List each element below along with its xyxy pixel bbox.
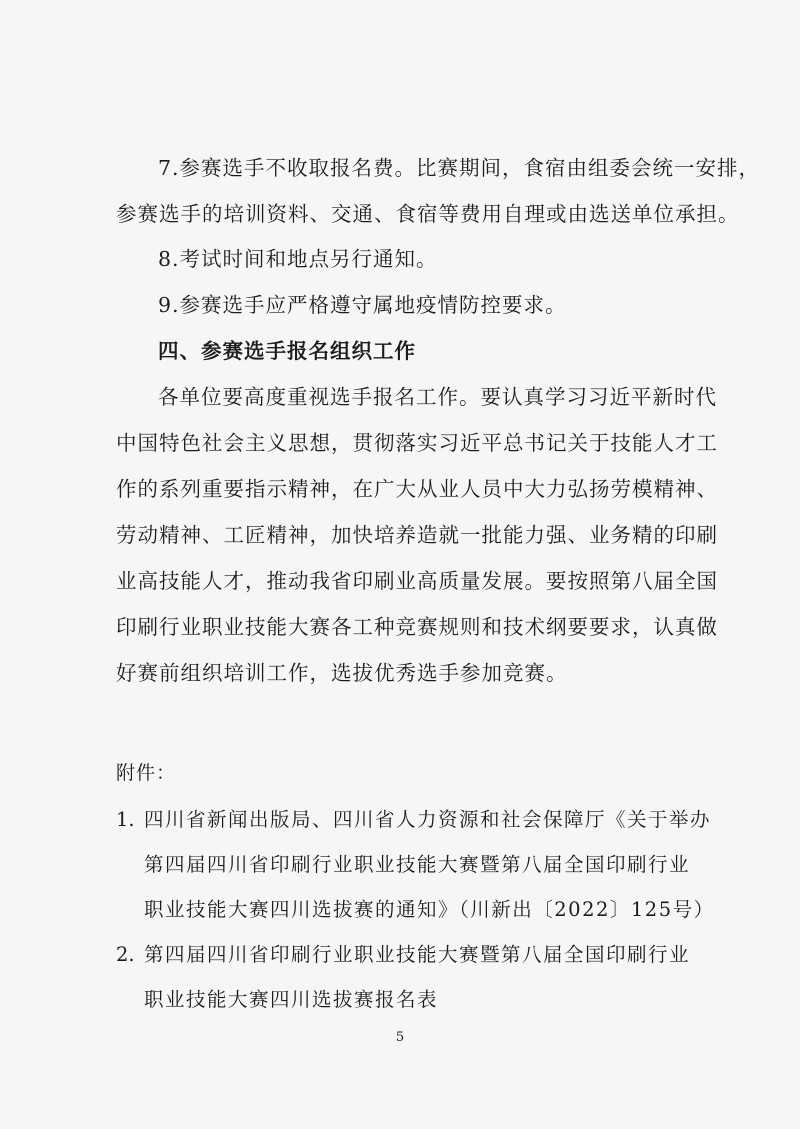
section-heading: 四、参赛选手报名组织工作 [158, 339, 416, 363]
attachment-1-line-1: 四川省新闻出版局、四川省人力资源和社会保障厅《关于举办 [144, 808, 712, 831]
paragraph-line-5: 业高技能人才，推动我省印刷业高质量发展。要按照第八届全国 [116, 569, 718, 593]
paragraph-line-3: 作的系列重要指示精神，在广大从业人员中大力弘扬劳模精神、 [116, 477, 718, 501]
paragraph-line-2: 中国特色社会主义思想，贯彻落实习近平总书记关于技能人才工 [116, 431, 718, 455]
paragraph-line-7: 好赛前组织培训工作，选拔优秀选手参加竞赛。 [116, 661, 568, 685]
attachment-1-line-3: 职业技能大赛四川选拔赛的通知》（川新出〔2022〕125号） [144, 898, 715, 921]
paragraph-line-6: 印刷行业职业技能大赛各工种竞赛规则和技术纲要要求，认真做 [116, 615, 718, 639]
attachments-label: 附件： [116, 762, 177, 784]
item-7-line-2: 参赛选手的培训资料、交通、食宿等费用自理或由选送单位承担。 [116, 202, 740, 226]
attachment-1-line-2: 第四届四川省印刷行业职业技能大赛暨第八届全国印刷行业 [144, 853, 691, 876]
attachment-2-number: 2. [116, 943, 135, 966]
paragraph-line-4: 劳动精神、工匠精神，加快培养造就一批能力强、业务精的印刷 [116, 523, 718, 547]
page-number: 5 [395, 1030, 405, 1045]
attachment-2-line-2: 职业技能大赛四川选拔赛报名表 [144, 988, 439, 1011]
attachment-1-number: 1. [116, 808, 135, 831]
item-7-line-1: 7.参赛选手不收取报名费。比赛期间，食宿由组委会统一安排， [158, 156, 761, 180]
attachment-2-line-1: 第四届四川省印刷行业职业技能大赛暨第八届全国印刷行业 [144, 943, 691, 966]
item-8-line: 8.考试时间和地点另行通知。 [158, 247, 438, 271]
item-9-line: 9.参赛选手应严格遵守属地疫情防控要求。 [158, 293, 567, 317]
paragraph-line-1: 各单位要高度重视选手报名工作。要认真学习习近平新时代 [158, 385, 717, 409]
